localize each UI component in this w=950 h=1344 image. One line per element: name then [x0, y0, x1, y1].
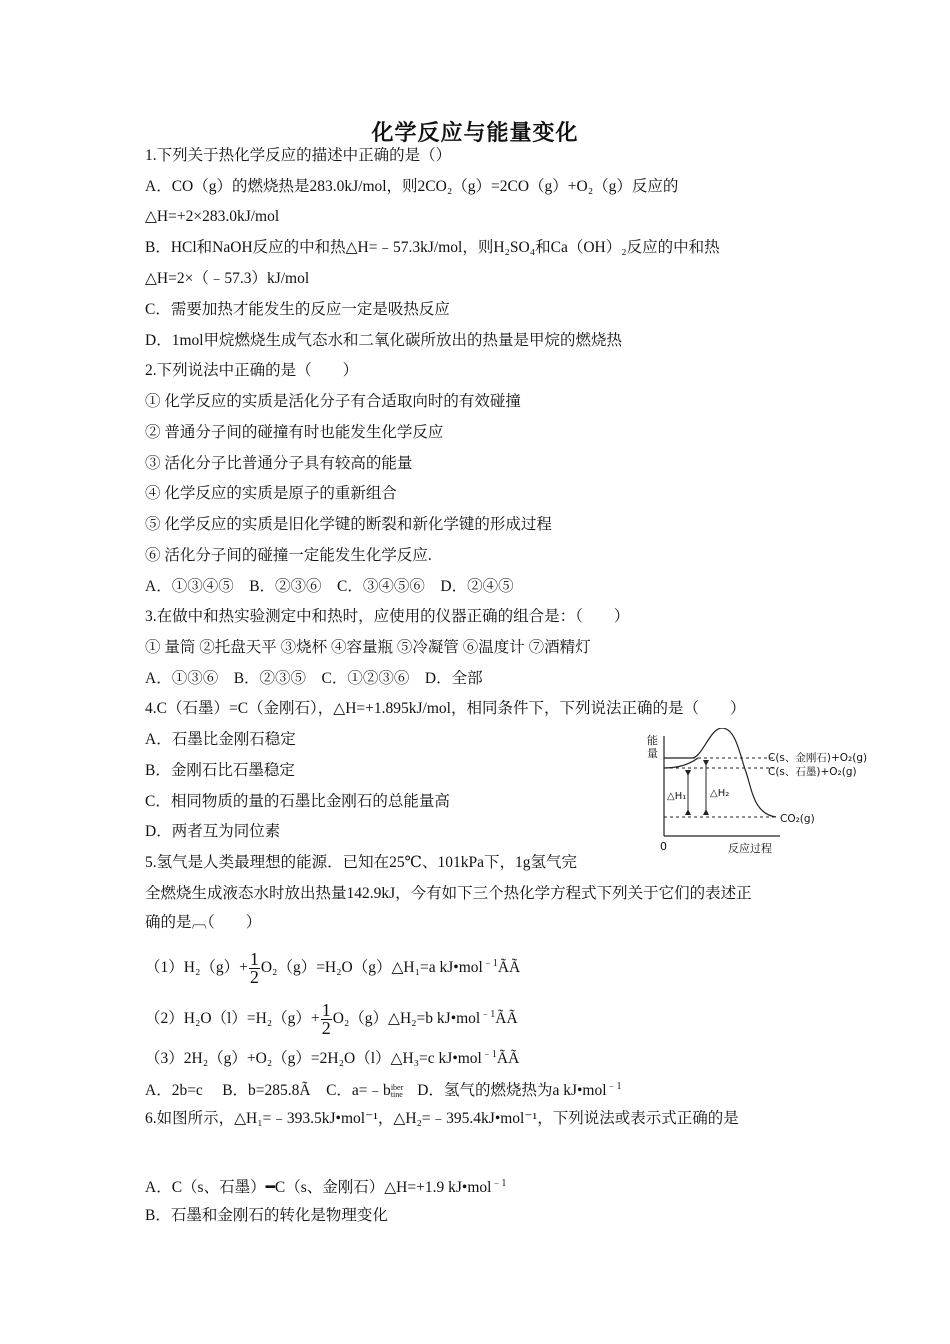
q1-option-a: A．CO（g）的燃烧热是283.0kJ/mol，则2CO₂（g）=2CO（g）+O₂（g）反应的: [145, 178, 679, 195]
unit-exponent: ﹣1: [480, 1009, 496, 1020]
fraction-denominator: 2: [249, 966, 259, 987]
q5-options: [145, 1077, 622, 1101]
ylabel-char-2: 量: [647, 747, 658, 760]
q2-statement-1: ① 化学反应的实质是活化分子有合适取向时的有效碰撞: [145, 393, 521, 410]
fraction-numerator: 1: [249, 948, 259, 969]
unit-exponent: ﹣1: [606, 1081, 622, 1092]
graphite-curve: [664, 758, 698, 768]
fraction-half: [321, 999, 332, 1038]
q2-options: A．①③④⑤ B．②③⑥ C．③④⑤⑥ D．②④⑤: [145, 578, 514, 595]
q2-statement-5: ⑤ 化学反应的实质是旧化学键的断裂和新化学键的形成过程: [145, 516, 552, 533]
q2-statement-2: ② 普通分子间的碰撞有时也能发生化学反应: [145, 424, 444, 441]
dh2-arrowhead-top: [703, 760, 709, 766]
eq1-right: O₂（g）=H₂O（g）△H₁=a kJ•mol: [260, 959, 483, 976]
page-title: 化学反应与能量变化: [371, 121, 579, 146]
garbled-tail: ÃÃ: [495, 1010, 518, 1027]
q5-options-abc: A．2b=c B．b=285.8Ã C．a=﹣b: [145, 1082, 391, 1099]
dh2-label: △H₂: [710, 788, 730, 799]
eq2-right: O₂（g）△H₂=b kJ•mol: [332, 1010, 481, 1027]
graphite-label: C(s、石墨)+O₂(g): [768, 766, 857, 778]
q2-statement-4: ④ 化学反应的实质是原子的重新组合: [145, 485, 397, 502]
garbled-stack: [391, 1084, 403, 1098]
diamond-label: C(s、金刚石)+O₂(g): [768, 752, 868, 764]
q4-option-a: A．石墨比金刚石稳定: [145, 731, 296, 748]
q6-option-a: [145, 1174, 506, 1198]
eq2-left: （2）H₂O（l）=H₂（g）+: [145, 1010, 320, 1027]
q1-stem: 1.下列关于热化学反应的描述中正确的是（）: [145, 147, 452, 164]
q1-option-b: B．HCl和NaOH反应的中和热△H=﹣57.3kJ/mol，则H₂SO₄和Ca（OH）₂反应的中和热: [145, 239, 720, 256]
unit-exponent: ﹣1: [481, 1049, 497, 1060]
q5-equation-2: [145, 997, 518, 1038]
diamond-curve: [664, 728, 776, 817]
unit-exponent: ﹣1: [491, 1178, 507, 1189]
garbled-lower: tine: [390, 1090, 403, 1099]
dh2-arrowhead-bottom: [703, 809, 709, 815]
q3-options: A．①③⑥ B．②③⑤ C．①②③⑥ D．全部: [145, 670, 483, 687]
q5-stem-cont: 全燃烧生成液态水时放出热量142.9kJ，今有如下三个热化学方程式下列关于它们的表述正: [145, 885, 752, 902]
q5-equation-3: [145, 1045, 519, 1069]
q1-option-a-cont: △H=+2×283.0kJ/mol: [145, 208, 280, 225]
eq1-left: （1）H₂（g）+: [145, 959, 248, 976]
q5-equation-1: [145, 946, 521, 987]
energy-diagram: [642, 728, 900, 858]
q1-option-b-cont: △H=2×（﹣57.3）kJ/mol: [145, 270, 310, 287]
q6-stem: 6.如图所示，△H₁=﹣393.5kJ•mol⁻¹，△H₂=﹣395.4kJ•mol⁻¹，下列说法或表示式正确的是: [145, 1110, 739, 1127]
fraction-numerator: 1: [321, 999, 331, 1020]
q2-stem: 2.下列说法中正确的是（ ）: [145, 362, 359, 379]
q6-option-a-text: A．C（s、石墨）━C（s、金刚石）△H=+1.9 kJ•mol: [145, 1179, 492, 1196]
q4-option-d: D．两者互为同位素: [145, 823, 281, 840]
co2-label: CO₂(g): [780, 813, 815, 825]
dh1-arrowhead-top: [685, 770, 691, 776]
origin-label: 0: [660, 840, 667, 853]
xlabel: 反应过程: [728, 842, 772, 855]
ylabel-char-1: 能: [647, 734, 658, 747]
q4-option-c: C．相同物质的量的石墨比金刚石的总能量高: [145, 793, 450, 810]
q3-stem: 3.在做中和热实验测定中和热时，应使用的仪器正确的组合是：（ ）: [145, 608, 630, 625]
eq3-text: （3）2H₂（g）+O₂（g）=2H₂O（l）△H₃=c kJ•mol: [145, 1050, 482, 1067]
q1-option-d: D．1mol甲烷燃烧生成气态水和二氧化碳所放出的热量是甲烷的燃烧热: [145, 332, 623, 349]
garbled-upper: iber: [390, 1083, 404, 1092]
garbled-tail: ÃÃ: [497, 959, 521, 976]
q2-statement-3: ③ 活化分子比普通分子具有较高的能量: [145, 455, 413, 472]
q5-stem-end: 确的是︹（ ）: [145, 914, 262, 931]
q6-option-b: B．石墨和金刚石的转化是物理变化: [145, 1207, 388, 1224]
fraction-half: [249, 948, 260, 987]
garbled-tail: ÃÃ: [496, 1050, 520, 1067]
fraction-denominator: 2: [321, 1017, 331, 1038]
q3-items: ① 量筒 ②托盘天平 ③烧杯 ④容量瓶 ⑤冷凝管 ⑥温度计 ⑦酒精灯: [145, 639, 591, 656]
q5-stem: 5.氢气是人类最理想的能源．已知在25℃、101kPa下，1g氢气完: [145, 854, 577, 871]
q2-statement-6: ⑥ 活化分子间的碰撞一定能发生化学反应.: [145, 547, 432, 564]
unit-exponent: ﹣1: [482, 958, 498, 969]
q4-stem: 4.C（石墨）=C（金刚石），△H=+1.895kJ/mol，相同条件下，下列说法正确的是（ ）: [145, 700, 746, 717]
dh1-arrowhead-bottom: [685, 809, 691, 815]
q1-option-c: C．需要加热才能发生的反应一定是吸热反应: [145, 301, 450, 318]
q5-option-d: D．氢气的燃烧热为a kJ•mol: [417, 1082, 607, 1099]
q4-option-b: B．金刚石比石墨稳定: [145, 762, 295, 779]
dh1-label: △H₁: [667, 791, 687, 802]
